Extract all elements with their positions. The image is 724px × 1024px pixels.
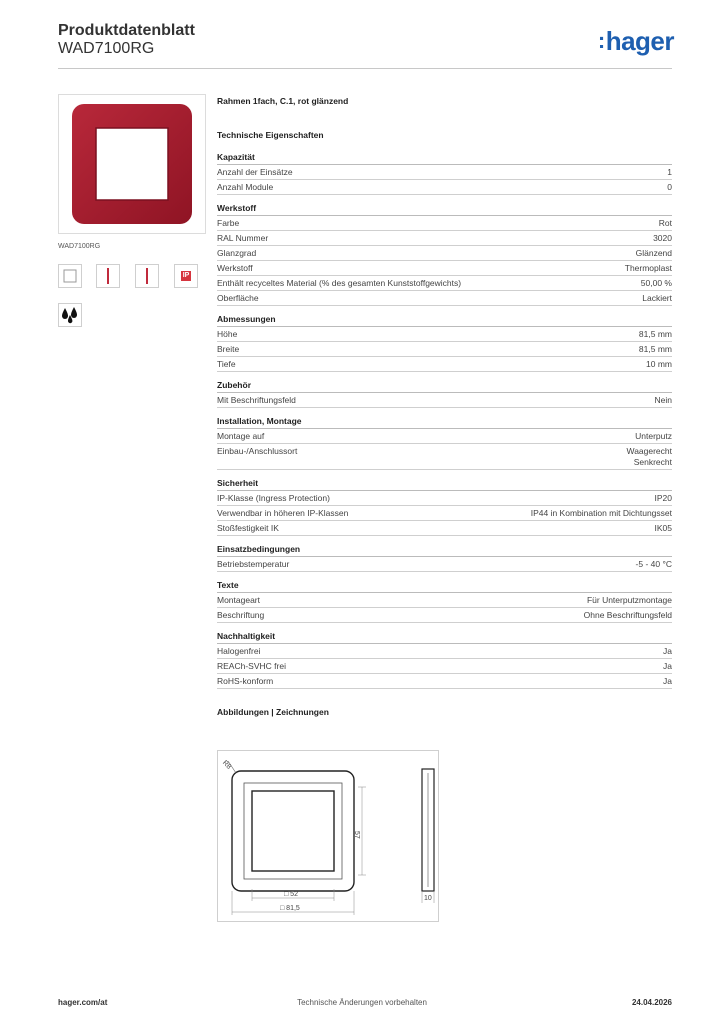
spec-value <box>659 218 672 229</box>
spec-value <box>655 395 672 406</box>
spec-row <box>217 246 672 261</box>
spec-value-line: Rot <box>658 218 672 228</box>
spec-value-line: IP44 in Kombination mit Dichtungsset <box>530 508 672 518</box>
red-frame-image <box>70 102 194 226</box>
spec-label: Mit Beschriftungsfeld <box>217 395 296 405</box>
spec-row <box>217 506 672 521</box>
header-divider <box>58 68 672 69</box>
spec-row <box>217 276 672 291</box>
frame-thumbnail-icon <box>58 264 82 288</box>
spec-value <box>642 293 672 304</box>
product-code: WAD7100RG <box>58 40 155 57</box>
section-title: Sicherheit <box>217 478 672 491</box>
tech-properties-title: Technische Eigenschaften <box>217 130 324 140</box>
footer-website[interactable]: hager.com/at <box>58 998 108 1007</box>
spec-value <box>667 182 672 193</box>
spec-label: Anzahl Module <box>217 182 274 192</box>
spec-value <box>531 508 672 519</box>
spec-row <box>217 327 672 342</box>
hager-logo: :hager <box>597 26 674 56</box>
spec-row <box>217 557 672 572</box>
spec-value-line: -5 - 40 °C <box>635 559 672 569</box>
spec-section <box>217 478 672 536</box>
spec-value-line: 81,5 mm <box>638 344 672 354</box>
spec-row <box>217 521 672 536</box>
spec-value-line: Ja <box>663 661 672 671</box>
spec-value <box>636 248 672 259</box>
footer-date: 24.04.2026 <box>631 998 672 1007</box>
spec-value-line: Unterputz <box>635 431 672 441</box>
spec-value-line: 3020 <box>653 233 672 243</box>
spec-label: RoHS-konform <box>217 676 274 686</box>
section-title: Zubehör <box>217 380 672 393</box>
spec-row <box>217 659 672 674</box>
spec-value-line: 10 mm <box>646 359 672 369</box>
spec-value <box>663 676 672 687</box>
spec-sections <box>217 152 672 689</box>
spec-row <box>217 291 672 306</box>
product-name: Rahmen 1fach, C.1, rot glänzend <box>217 96 349 106</box>
section-title: Nachhaltigkeit <box>217 631 672 644</box>
spec-label: Glanzgrad <box>217 248 257 258</box>
spec-value-line: Ohne Beschriftungsfeld <box>583 610 672 620</box>
spec-row <box>217 674 672 689</box>
spec-row <box>217 644 672 659</box>
outer-width-label: □ 81,5 <box>280 905 300 912</box>
spec-section <box>217 416 672 470</box>
spec-label: Stoßfestigkeit IK <box>217 523 279 533</box>
spec-value <box>636 559 672 570</box>
spec-value <box>653 233 672 244</box>
spec-value <box>626 446 672 468</box>
ip-badge-icon: IP <box>174 264 198 288</box>
spec-label: Betriebstemperatur <box>217 559 290 569</box>
logo-dots-icon: : <box>597 28 605 53</box>
spec-value <box>663 646 672 657</box>
spec-value-line: 50,00 % <box>640 278 672 288</box>
footer-disclaimer: Technische Änderungen vorbehalten <box>297 998 427 1007</box>
spec-section <box>217 203 672 306</box>
spec-value-line: IK05 <box>654 523 672 533</box>
section-title: Einsatzbedingungen <box>217 544 672 557</box>
depth-label: 10 <box>424 895 432 902</box>
product-image <box>58 94 206 234</box>
red-line-icon <box>96 264 120 288</box>
spec-row <box>217 357 672 372</box>
spec-content <box>217 96 672 717</box>
spec-value <box>584 610 672 621</box>
spec-section <box>217 544 672 572</box>
spec-row <box>217 593 672 608</box>
spec-value <box>635 431 672 442</box>
spec-row <box>217 429 672 444</box>
spec-label: Tiefe <box>217 359 236 369</box>
spec-label: Breite <box>217 344 240 354</box>
section-title: Kapazität <box>217 152 672 165</box>
spec-label: Anzahl der Einsätze <box>217 167 293 177</box>
section-title: Installation, Montage <box>217 416 672 429</box>
section-title: Abmessungen <box>217 314 672 327</box>
spec-value <box>655 523 673 534</box>
section-title: Werkstoff <box>217 203 672 216</box>
red-line-icon <box>135 264 159 288</box>
spec-section <box>217 380 672 408</box>
spec-value-line: Ja <box>663 676 672 686</box>
spec-label: Beschriftung <box>217 610 265 620</box>
spec-label: Werkstoff <box>217 263 253 273</box>
spec-value <box>587 595 672 606</box>
spec-section <box>217 314 672 372</box>
spec-value-line: 0 <box>667 182 672 192</box>
radius-label: R8 <box>220 759 233 771</box>
spec-value-line: IP20 <box>654 493 672 503</box>
spec-value <box>646 359 672 370</box>
spec-row <box>217 180 672 195</box>
spec-value-line: Lackiert <box>642 293 672 303</box>
spec-label: Montageart <box>217 595 260 605</box>
spec-value-line: Waagerecht <box>626 446 672 456</box>
technical-drawing <box>217 750 439 922</box>
spec-section <box>217 152 672 195</box>
spec-label: RAL Nummer <box>217 233 269 243</box>
spec-value-line: 81,5 mm <box>638 329 672 339</box>
spec-label: Halogenfrei <box>217 646 261 656</box>
spec-row <box>217 393 672 408</box>
spec-value <box>625 263 672 274</box>
spec-value-line: Glänzend <box>635 248 672 258</box>
height-dim-label: 57 <box>353 831 360 839</box>
spec-row <box>217 342 672 357</box>
spec-label: Enthält recyceltes Material (% des gesamten Kunststoffgewichts) <box>217 278 462 288</box>
figures-title: Abbildungen | Zeichnungen <box>217 707 329 717</box>
spec-label: IP-Klasse (Ingress Protection) <box>217 493 330 503</box>
spec-value-line: Für Unterputzmontage <box>586 595 672 605</box>
spec-label: REACh-SVHC frei <box>217 661 286 671</box>
spec-value <box>663 661 672 672</box>
spec-row <box>217 231 672 246</box>
spec-value-line: Ja <box>663 646 672 656</box>
spec-row <box>217 216 672 231</box>
spec-row <box>217 608 672 623</box>
spec-value-line: Nein <box>654 395 672 405</box>
spec-label: Montage auf <box>217 431 265 441</box>
dimension-drawing <box>218 751 440 923</box>
page-title: Produktdatenblatt <box>58 22 195 39</box>
inner-width-label: □ 52 <box>284 891 298 898</box>
spec-value <box>641 278 672 289</box>
spec-value <box>639 329 672 340</box>
spec-value <box>667 167 672 178</box>
spec-section <box>217 580 672 623</box>
section-title: Texte <box>217 580 672 593</box>
spec-label: Oberfläche <box>217 293 259 303</box>
spec-label: Verwendbar in höheren IP-Klassen <box>217 508 349 518</box>
spec-label: Höhe <box>217 329 238 339</box>
product-image-caption: WAD7100RG <box>58 243 101 250</box>
spec-row <box>217 165 672 180</box>
spec-value-line: Senkrecht <box>633 457 672 467</box>
water-drops-icon <box>58 303 82 327</box>
spec-section <box>217 631 672 689</box>
spec-row <box>217 444 672 470</box>
spec-row <box>217 261 672 276</box>
spec-value-line: 1 <box>667 167 672 177</box>
spec-value-line: Thermoplast <box>624 263 672 273</box>
spec-row <box>217 491 672 506</box>
spec-value <box>639 344 672 355</box>
spec-label: Einbau-/Anschlussort <box>217 446 298 456</box>
spec-label: Farbe <box>217 218 240 228</box>
spec-value <box>655 493 673 504</box>
